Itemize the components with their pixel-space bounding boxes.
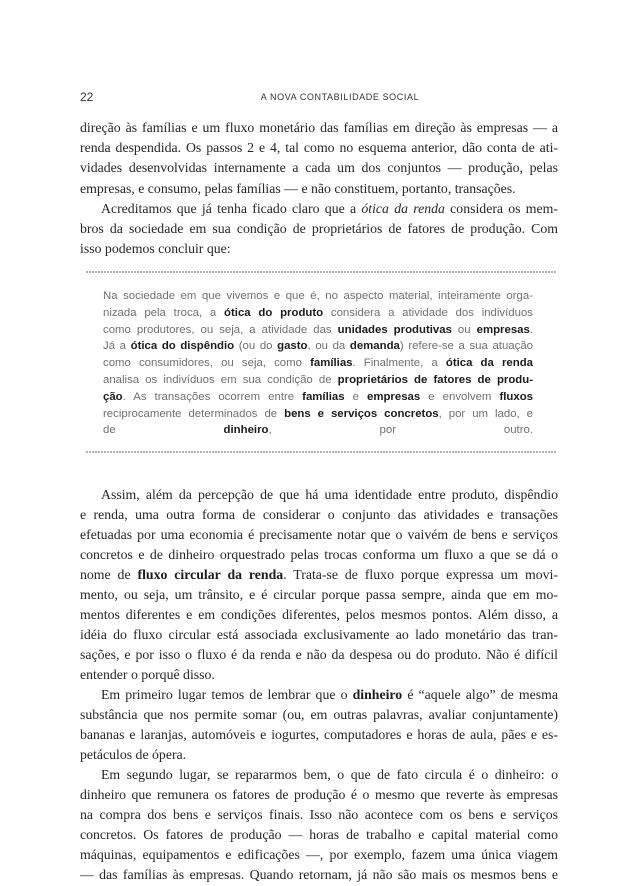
- text-line: [80, 199, 558, 219]
- text-segment: Já a: [103, 340, 131, 353]
- text-line: isso podemos concluir que:: [80, 241, 231, 257]
- bold-term: ótica do dispêndio: [130, 340, 235, 353]
- text-line: [80, 565, 558, 585]
- text-line: efetuadas por uma economia é precisamente notar que o vaivém de bens e serviços: [80, 527, 558, 542]
- text-line: dinheiro que remunera os fatores de produção é o mesmo que reverte às empresas: [80, 787, 558, 802]
- bold-term: empresas: [476, 323, 530, 336]
- text-line: na compra dos bens e serviços finais. Isso não acontece com os bens e serviços: [80, 807, 558, 822]
- dotted-rule-top: [86, 271, 556, 273]
- paragraph: [80, 199, 558, 260]
- bold-term: ótica do produto: [224, 306, 324, 319]
- text-line: concretos e de dinheiro orquestrado pelas trocas conforma um fluxo a que se dá o: [80, 547, 558, 562]
- text-line: [80, 685, 558, 705]
- body-text-bottom: [80, 485, 558, 885]
- body-text-top: [80, 118, 558, 259]
- text-segment: reciprocamente determinados de: [103, 407, 285, 420]
- text-line: direção às famílias e um fluxo monetário das famílias em direção às empresas — a: [80, 120, 558, 135]
- text-segment: analisa os indivíduos em sua condição de: [103, 373, 338, 386]
- text-segment: e envolvem: [420, 390, 500, 403]
- text-segment: nizada pela troca, a: [103, 306, 225, 319]
- text-line: bananas e laranjas, automóveis e iogurtes, computadores e horas de aula, pães e es-: [80, 727, 558, 742]
- box-line: Na sociedade em que vivemos e que é, no aspecto material, inteiramente orga-: [103, 290, 533, 302]
- text-segment: ) refere-se a sua atuação: [399, 340, 533, 353]
- bold-term: ção: [103, 390, 123, 403]
- text-segment: Em primeiro lugar temos de lembrar que o: [101, 687, 353, 702]
- bold-term: fluxos: [499, 390, 533, 403]
- box-line: [103, 422, 533, 439]
- box-line: [103, 305, 533, 322]
- text-segment: (ou do: [234, 340, 278, 353]
- text-segment: como consumidores, ou seja, como: [103, 357, 311, 370]
- bold-term: dinheiro: [352, 687, 403, 702]
- text-segment: . Trata-se de fluxo porque expressa um movi-: [283, 567, 558, 582]
- text-line: entender o porquê disso.: [80, 667, 215, 682]
- dotted-rule-bottom: [86, 451, 556, 453]
- text-line: idéia do fluxo circular está associada exclusivamente ao lado monetário das tran-: [80, 627, 558, 642]
- box-line: [103, 372, 533, 389]
- text-line: bros da sociedade em sua condição de proprietários de fatores de produção. Com: [80, 220, 558, 236]
- paragraph: [80, 485, 558, 685]
- text-segment: ou: [451, 323, 477, 336]
- text-line: petáculos de ópera.: [80, 747, 187, 762]
- text-segment: , ou da: [307, 340, 350, 353]
- text-line: Em segundo lugar, se repararmos bem, o que de fato circula é o dinheiro: o: [101, 767, 558, 782]
- box-line: [103, 389, 533, 406]
- box-line: [103, 322, 533, 339]
- text-segment: . As transações ocorrem entre: [122, 390, 303, 403]
- bold-term: fluxo circular da renda: [137, 567, 284, 582]
- bold-term: unidades produtivas: [337, 323, 452, 336]
- text-segment: nome de: [80, 567, 138, 582]
- text-line: sações, e por isso o fluxo é da renda e não da despesa ou do produto. Não é difícil: [80, 647, 558, 662]
- text-segment: Acreditamos que já tenha ficado claro que a: [101, 200, 362, 216]
- text-line: Assim, além da percepção de que há uma identidade entre produto, dispêndio: [101, 487, 558, 502]
- text-line: — das famílias às empresas. Quando retornam, já não são mais os mesmos bens e: [80, 867, 558, 882]
- bold-term: dinheiro: [223, 424, 269, 437]
- italic-term: ótica da renda: [361, 200, 445, 216]
- bold-term: ótica da renda: [445, 357, 533, 370]
- text-line: substância que nos permite somar (ou, em outras palavras, avaliar conjuntamente): [80, 707, 558, 722]
- text-line: mentos diferentes e em condições diferentes, pelos mesmos pontos. Além disso, a: [80, 607, 558, 622]
- bold-term: demanda: [349, 340, 400, 353]
- bold-term: empresas: [367, 390, 421, 403]
- text-segment: , por um lado, e: [438, 407, 533, 420]
- bold-term: famílias: [310, 357, 353, 370]
- text-segment: .: [529, 323, 533, 336]
- text-segment: considera a atividade dos indivíduos: [323, 306, 533, 319]
- paragraph: [80, 765, 558, 885]
- paragraph: [80, 118, 558, 199]
- text-line: empresas, e consumo, pelas famílias — e não constituem, portanto, transações.: [80, 180, 516, 196]
- text-segment: de: [103, 424, 224, 437]
- box-line: [103, 355, 533, 372]
- bold-term: proprietários de fatores de produ-: [337, 373, 534, 386]
- text-segment: é “aquele algo” de mesma: [402, 687, 558, 702]
- highlight-box: [103, 288, 533, 439]
- text-segment: , por outro.: [268, 424, 533, 437]
- bold-term: famílias: [302, 390, 345, 403]
- box-line: [103, 338, 533, 355]
- page-number: 22: [80, 90, 94, 104]
- text-line: renda despendida. Os passos 2 e 4, tal como no esquema anterior, dão conta de ati-: [80, 140, 558, 156]
- text-line: máquinas, equipamentos e edificações —, por exemplo, fazem uma única viagem: [80, 847, 558, 862]
- text-line: concretos. Os fatores de produção — horas de trabalho e capital material como: [80, 827, 558, 842]
- text-segment: considera os mem-: [444, 200, 558, 216]
- bold-term: bens e serviços concretos: [284, 407, 439, 420]
- text-line: e renda, uma outra forma de considerar o conjunto das atividades e transações: [80, 507, 558, 522]
- text-segment: . Finalmente, a: [352, 357, 446, 370]
- box-line: [103, 406, 533, 423]
- paragraph: [80, 685, 558, 765]
- text-segment: e: [344, 390, 368, 403]
- text-segment: como produtores, ou seja, a atividade das: [103, 323, 338, 336]
- running-title: A NOVA CONTABILIDADE SOCIAL: [260, 92, 420, 102]
- bold-term: gasto: [277, 340, 308, 353]
- text-line: mento, ou seja, um trânsito, e é circular porque passa sempre, ainda que em mo-: [80, 587, 558, 602]
- text-line: vidades desenvolvidas internamente a cada um dos conjuntos — produção, pelas: [80, 160, 558, 176]
